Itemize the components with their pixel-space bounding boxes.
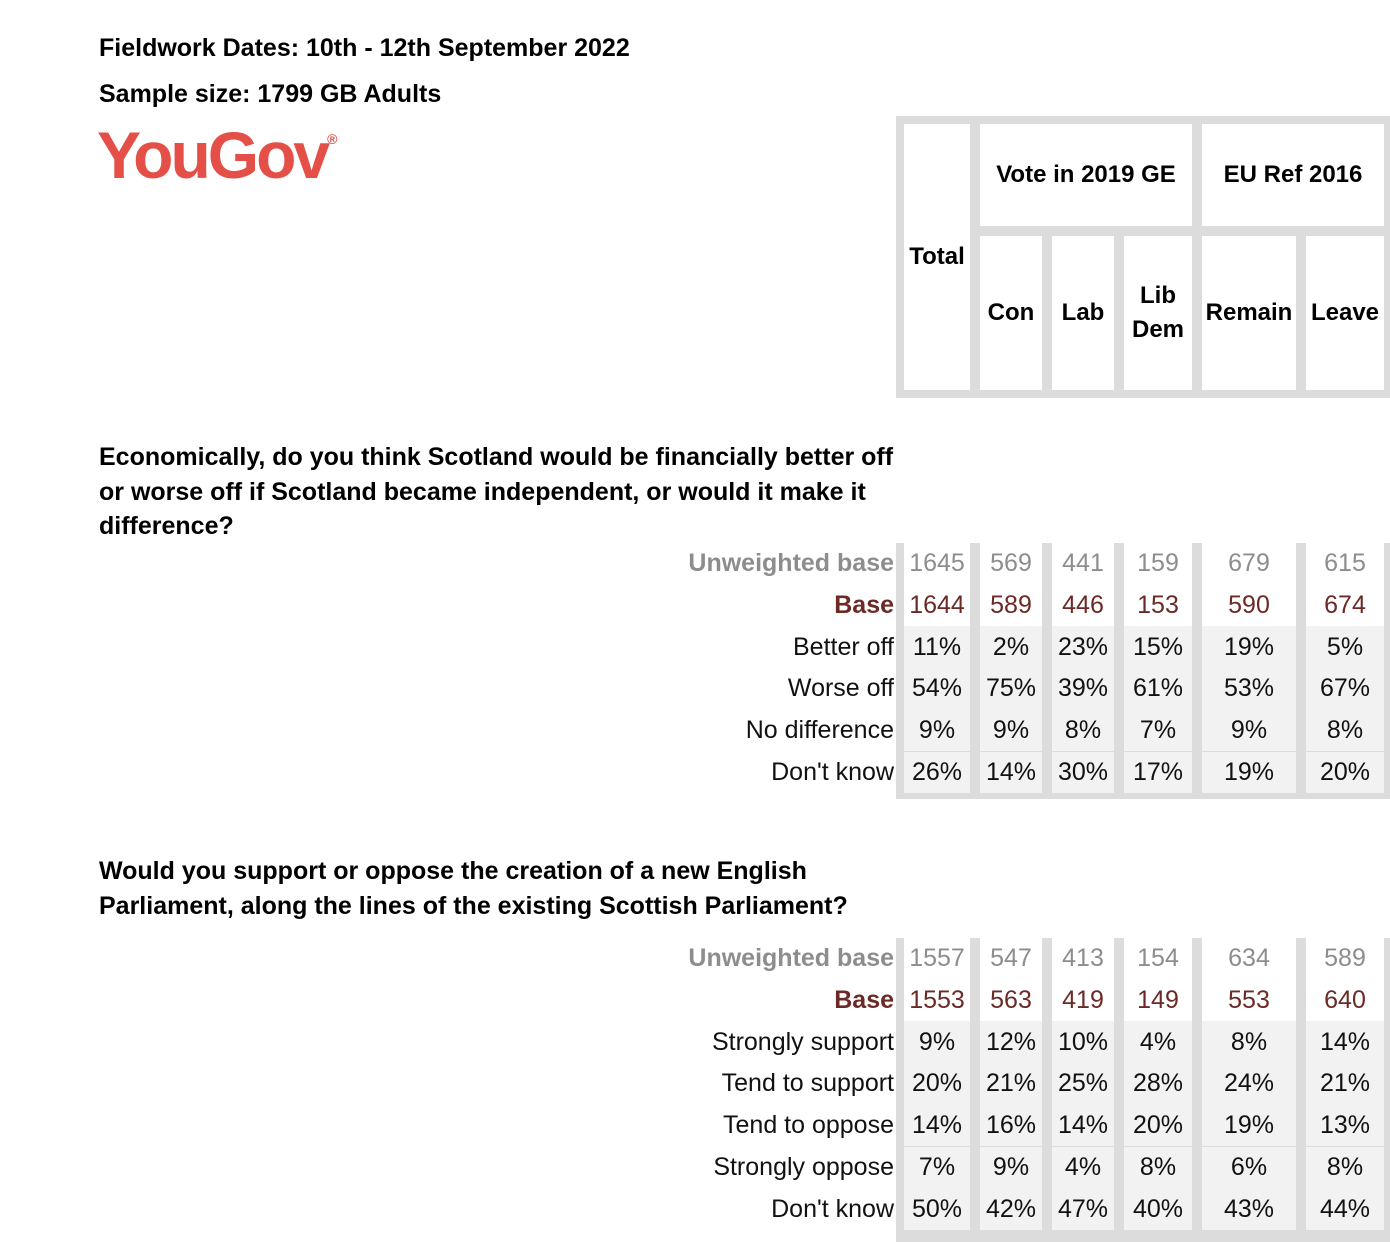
table-row (713, 1147, 1390, 1189)
table-row (771, 752, 1390, 794)
cell-con: 42% (980, 1188, 1042, 1230)
cell-lib-dem: 149 (1124, 980, 1192, 1022)
cell-leave: 674 (1306, 585, 1384, 627)
cell-remain: 19% (1202, 1105, 1296, 1147)
cell-total: 9% (904, 710, 970, 752)
cell-lab: 441 (1052, 543, 1114, 585)
header-con: Con (980, 236, 1042, 390)
logo-text: YouGov (97, 118, 328, 192)
row-label: Base (834, 986, 894, 1015)
cell-lab: 25% (1052, 1063, 1114, 1105)
cell-total: 20% (904, 1063, 970, 1105)
cell-total: 50% (904, 1188, 970, 1230)
cell-total: 7% (904, 1147, 970, 1189)
cell-total: 1557 (904, 938, 970, 980)
header-total: Total (904, 124, 970, 390)
header-lab: Lab (1052, 236, 1114, 390)
cell-leave: 44% (1306, 1188, 1384, 1230)
table-row (787, 668, 1390, 710)
cell-con: 563 (980, 980, 1042, 1022)
registered-mark: ® (327, 131, 338, 147)
cell-lab: 8% (1052, 710, 1114, 752)
cell-lab: 23% (1052, 626, 1114, 668)
cell-remain: 53% (1202, 668, 1296, 710)
table-header (896, 116, 1390, 398)
row-label: Unweighted base (688, 944, 894, 973)
row-label: Tend to support (721, 1069, 894, 1098)
cell-lib-dem: 8% (1124, 1147, 1192, 1189)
cell-remain: 9% (1202, 710, 1296, 752)
cell-con: 9% (980, 1147, 1042, 1189)
cell-lib-dem: 28% (1124, 1063, 1192, 1105)
row-label: Better off (793, 632, 894, 661)
cell-remain: 43% (1202, 1188, 1296, 1230)
table-row (793, 626, 1390, 668)
table-row (834, 585, 1390, 627)
cell-lib-dem: 4% (1124, 1021, 1192, 1063)
cell-total: 1645 (904, 543, 970, 585)
cell-leave: 20% (1306, 752, 1384, 794)
cell-leave: 13% (1306, 1105, 1384, 1147)
cell-total: 26% (904, 752, 970, 794)
cell-lib-dem: 159 (1124, 543, 1192, 585)
header-leave: Leave (1306, 236, 1384, 390)
cell-lib-dem: 7% (1124, 710, 1192, 752)
table-row (688, 938, 1390, 980)
cell-remain: 19% (1202, 752, 1296, 794)
cell-leave: 8% (1306, 1147, 1384, 1189)
table-row (688, 543, 1390, 585)
cell-remain: 19% (1202, 626, 1296, 668)
cell-remain: 8% (1202, 1021, 1296, 1063)
table-row (721, 1063, 1390, 1105)
cell-lab: 413 (1052, 938, 1114, 980)
cell-leave: 615 (1306, 543, 1384, 585)
row-label: Strongly oppose (713, 1152, 894, 1181)
cell-total: 1644 (904, 585, 970, 627)
row-label: Don't know (771, 1194, 894, 1223)
cell-lab: 419 (1052, 980, 1114, 1022)
cell-lab: 39% (1052, 668, 1114, 710)
cell-lab: 30% (1052, 752, 1114, 794)
header-group-vote-2019: Vote in 2019 GE (980, 124, 1192, 226)
table-row (745, 710, 1390, 752)
cell-con: 75% (980, 668, 1042, 710)
cell-lab: 4% (1052, 1147, 1114, 1189)
row-label: No difference (745, 716, 894, 745)
cell-con: 21% (980, 1063, 1042, 1105)
header-group-eu-ref: EU Ref 2016 (1202, 124, 1384, 226)
row-label: Tend to oppose (723, 1111, 894, 1140)
cell-con: 12% (980, 1021, 1042, 1063)
cell-con: 16% (980, 1105, 1042, 1147)
cell-leave: 640 (1306, 980, 1384, 1022)
table-row (723, 1105, 1390, 1147)
cell-remain: 6% (1202, 1147, 1296, 1189)
header-lib-dem (1124, 236, 1192, 390)
cell-remain: 590 (1202, 585, 1296, 627)
cell-leave: 589 (1306, 938, 1384, 980)
fieldwork-dates: Fieldwork Dates: 10th - 12th September 2022 (99, 34, 630, 62)
cell-leave: 8% (1306, 710, 1384, 752)
table-row (834, 980, 1390, 1022)
header-lib-dem-line1: Lib (1140, 282, 1176, 309)
question-1-title: Economically, do you think Scotland would be financially better off or worse off if Scotland became independent, or would it make it difference? (99, 443, 894, 540)
question-2-table (688, 938, 1390, 1242)
cell-remain: 679 (1202, 543, 1296, 585)
cell-lib-dem: 17% (1124, 752, 1192, 794)
cell-leave: 14% (1306, 1021, 1384, 1063)
cell-lib-dem: 40% (1124, 1188, 1192, 1230)
cell-lib-dem: 153 (1124, 585, 1192, 627)
cell-lib-dem: 154 (1124, 938, 1192, 980)
cell-total: 54% (904, 668, 970, 710)
row-label: Don't know (771, 757, 894, 786)
question-2-title: Would you support or oppose the creation of a new English Parliament, along the lines of the existing Scottish Parliament? (99, 857, 848, 920)
cell-total: 14% (904, 1105, 970, 1147)
yougov-logo (97, 118, 338, 192)
cell-con: 569 (980, 543, 1042, 585)
cell-con: 589 (980, 585, 1042, 627)
cell-total: 1553 (904, 980, 970, 1022)
cell-lib-dem: 61% (1124, 668, 1192, 710)
header-remain: Remain (1202, 236, 1296, 390)
cell-con: 14% (980, 752, 1042, 794)
cell-leave: 5% (1306, 626, 1384, 668)
cell-leave: 67% (1306, 668, 1384, 710)
table-row (771, 1188, 1390, 1230)
cell-lab: 10% (1052, 1021, 1114, 1063)
row-label: Base (834, 591, 894, 620)
cell-remain: 24% (1202, 1063, 1296, 1105)
cell-remain: 634 (1202, 938, 1296, 980)
cell-lab: 47% (1052, 1188, 1114, 1230)
cell-leave: 21% (1306, 1063, 1384, 1105)
sample-size: Sample size: 1799 GB Adults (99, 80, 442, 108)
cell-total: 9% (904, 1021, 970, 1063)
cell-lab: 14% (1052, 1105, 1114, 1147)
question-1-table (688, 543, 1390, 799)
cell-con: 9% (980, 710, 1042, 752)
row-label: Strongly support (711, 1027, 894, 1056)
cell-con: 2% (980, 626, 1042, 668)
cell-lab: 446 (1052, 585, 1114, 627)
row-label: Worse off (787, 674, 894, 703)
cell-remain: 553 (1202, 980, 1296, 1022)
row-label: Unweighted base (688, 549, 894, 578)
cell-total: 11% (904, 626, 970, 668)
cell-lib-dem: 20% (1124, 1105, 1192, 1147)
cell-lib-dem: 15% (1124, 626, 1192, 668)
cell-con: 547 (980, 938, 1042, 980)
header-lib-dem-line2: Dem (1131, 316, 1185, 343)
table-row (711, 1021, 1390, 1063)
